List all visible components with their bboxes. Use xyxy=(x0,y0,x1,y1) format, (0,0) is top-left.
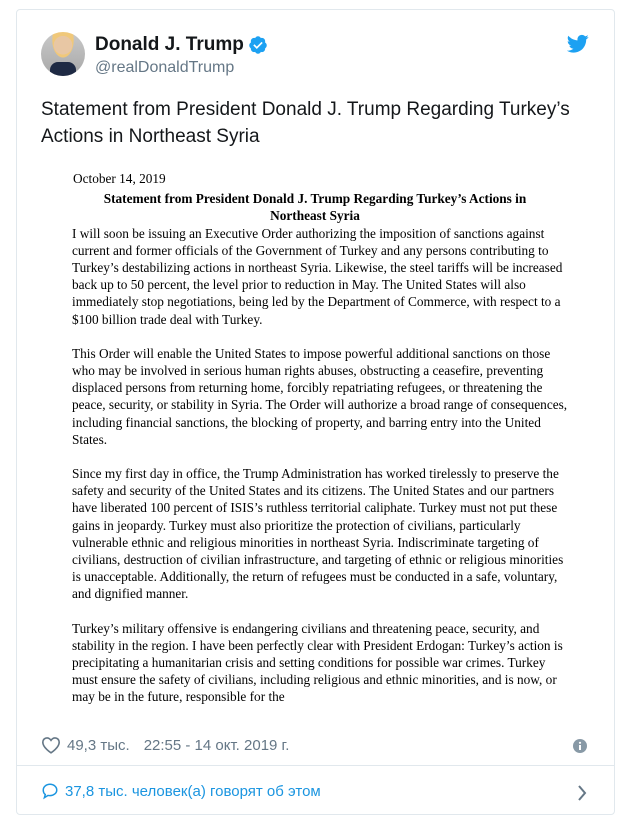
statement-title-line: Northeast Syria xyxy=(270,208,360,224)
statement-image[interactable] xyxy=(72,170,572,715)
user-handle[interactable]: @realDonaldTrump xyxy=(95,59,235,76)
statement-paragraph: I will soon be issuing an Executive Order authorizing the imposition of sanctions against current and former officials of the Government of Turkey and any persons contributing to Turkey’s destabilizing actions in northeast Syria. Likewise, the steel tariffs will be increased back up to 50 percent, the level prior to reduction in May. The United States will also immediately stop negotiations, being led by the Department of Commerce, with respect to a $100 billion trade deal with Turkey. xyxy=(72,225,563,327)
info-icon[interactable] xyxy=(573,739,587,753)
avatar[interactable] xyxy=(41,32,85,76)
tweet-text: Statement from President Donald J. Trump Regarding Turkey’s Actions in Northeast Syria xyxy=(41,99,570,147)
conversation-label[interactable]: 37,8 тыс. человек(а) говорят об этом xyxy=(65,782,321,800)
user-info[interactable] xyxy=(95,34,268,77)
tweet-card xyxy=(16,9,615,815)
verified-badge-icon xyxy=(248,35,268,55)
twitter-bird-icon[interactable] xyxy=(567,34,589,54)
conversation-link[interactable] xyxy=(41,782,321,800)
conversation-bubble-icon xyxy=(41,782,59,800)
statement-title xyxy=(80,190,550,224)
tweet-meta xyxy=(41,736,289,754)
statement-paragraph: This Order will enable the United States to impose powerful additional sanctions on those who may be involved in serious human rights abuses, obstructing a ceasefire, preventing displaced persons from returning home, forcibly repatriating refugees, or threatening the peace, security, or stability in Syria. The Order will authorize a broad range of consequences, including financial sanctions, the blocking of property, and barring entry into the United States. xyxy=(72,345,568,447)
statement-title-line: Statement from President Donald J. Trump Regarding Turkey’s Actions in xyxy=(103,191,527,207)
tweet-timestamp[interactable]: 22:55 - 14 окт. 2019 г. xyxy=(143,736,290,754)
chevron-right-icon[interactable] xyxy=(577,785,587,801)
heart-icon[interactable] xyxy=(41,736,61,754)
statement-paragraph: Since my first day in office, the Trump Administration has worked tirelessly to preserve the safety and security of the United States and its citizens. The United States and our partners have liberated 100 percent of ISIS’s ruthless territorial caliphate. Turkey must not put these gains in jeopardy. Turkey must also prioritize the protection of civilians, particularly vulnerable ethnic and religious minorities in northeast Syria. Indiscriminate targeting of civilians, destruction of civilian infrastructure, and targeting of ethnic or religious minorities is unacceptable. Additionally, the return of refugees must be conducted in a safe, voluntary, and dignified manner. xyxy=(72,466,564,602)
statement-date: October 14, 2019 xyxy=(73,171,166,186)
like-count[interactable]: 49,3 тыс. xyxy=(67,736,130,754)
display-name[interactable]: Donald J. Trump xyxy=(95,34,244,55)
statement-paragraph: Turkey’s military offensive is endangering civilians and threatening peace, security, and stability in the region. I have been perfectly clear with President Erdogan: Turkey’s action is precipitating a humanitarian crisis and setting conditions for possible war crimes. Turkey must ensure the safety of civilians, including religious and ethnic minorities, and is now, or may be in the future, responsible for the xyxy=(72,620,563,705)
divider xyxy=(17,765,614,766)
